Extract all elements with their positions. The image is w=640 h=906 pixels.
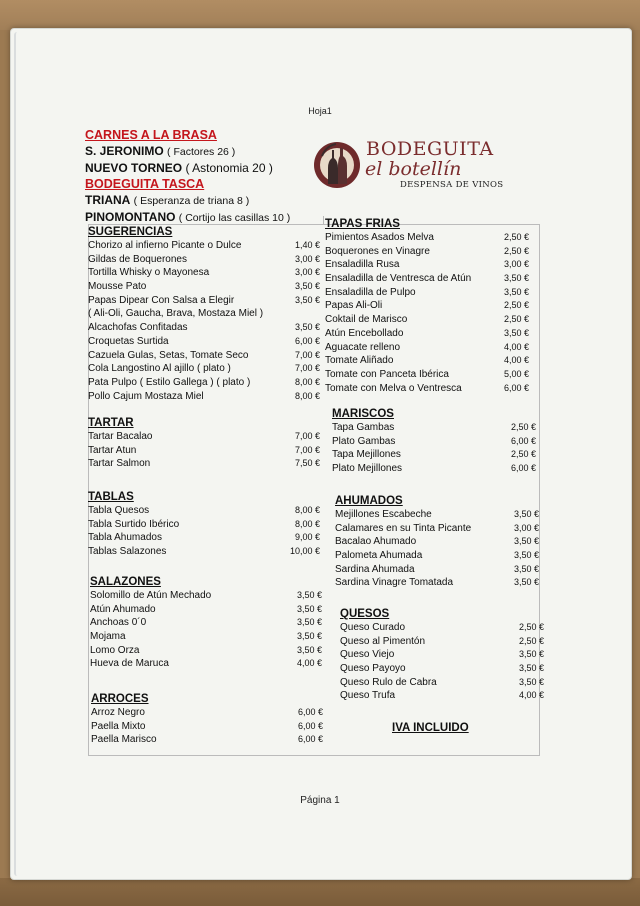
menu-item: [340, 648, 550, 662]
menu-item-name: Alcachofas Confitadas: [88, 322, 188, 334]
right-column-quesos: [340, 607, 550, 703]
menu-item-name: Queso Curado: [340, 622, 406, 633]
menu-item-name: Tomate con Panceta Ibérica: [325, 368, 449, 380]
section-title-arroces: ARROCES: [91, 693, 149, 705]
menu-item-price: 3,50 €: [296, 590, 322, 600]
menu-frame-divider: [323, 216, 324, 224]
menu-item: [325, 368, 535, 382]
menu-item-price: 2,50 €: [503, 300, 529, 311]
section-salazones: [90, 589, 330, 671]
menu-item: [88, 349, 328, 363]
menu-item: [91, 733, 331, 747]
menu-item-name: Mejillones Escabeche: [335, 509, 432, 520]
menu-item-price: 3,50 €: [513, 550, 539, 561]
location-address: ( Esperanza de triana 8 ): [133, 195, 250, 207]
menu-item: [332, 448, 542, 462]
menu-item-price: 6,00 €: [503, 382, 529, 393]
menu-item: [325, 313, 535, 327]
left-column-tartar: [88, 416, 328, 471]
menu-item-name: Plato Mejillones: [332, 463, 403, 475]
menu-item-price: 3,50 €: [503, 286, 529, 297]
menu-item-name: Chorizo al infierno Picante o Dulce: [88, 240, 242, 251]
menu-item-price: 4,00 €: [296, 658, 322, 669]
menu-item-price: 3,50 €: [294, 281, 320, 292]
section-title-tablas: TABLAS: [88, 491, 134, 503]
menu-item-name: Mojama: [90, 631, 126, 643]
menu-item: [340, 662, 550, 676]
menu-item-price: 3,50 €: [296, 631, 322, 642]
menu-item-name: Solomillo de Atún Mechado: [90, 590, 212, 601]
menu-item-price: 3,50 €: [513, 536, 539, 547]
menu-item-price: 4,00 €: [503, 341, 529, 352]
section-title-mariscos: MARISCOS: [332, 408, 394, 420]
menu-item-price: 3,50 €: [518, 649, 544, 660]
menu-item: [90, 657, 330, 671]
menu-item-name: Queso Rulo de Cabra: [340, 676, 437, 688]
wood-background-top: [0, 0, 640, 30]
location-name: S. JERONIMO: [85, 144, 164, 158]
menu-item-price: 3,50 €: [513, 563, 539, 574]
menu-item: [88, 430, 328, 444]
menu-item-price: 8,00 €: [294, 505, 320, 515]
menu-item: [325, 231, 535, 245]
menu-item-price: 3,50 €: [296, 617, 322, 628]
menu-item: [340, 621, 550, 635]
menu-item-name: Anchoas 0´0: [90, 617, 147, 629]
right-column-tapas: [325, 217, 535, 395]
menu-item: [91, 720, 331, 734]
menu-item-name: Aguacate relleno: [325, 341, 401, 353]
menu-item: [340, 676, 550, 690]
menu-item-name: Tapa Mejillones: [332, 449, 401, 461]
menu-item-price: 8,00 €: [294, 390, 320, 401]
location-address: ( Factores 26 ): [167, 146, 236, 158]
menu-item-price: 3,50 €: [294, 322, 320, 333]
menu-item-name: Boquerones en Vinagre: [325, 245, 430, 257]
menu-item-name: Tomate con Melva o Ventresca: [325, 382, 462, 394]
iva-incluido-note: IVA INCLUIDO: [392, 722, 469, 734]
menu-item: [88, 504, 328, 518]
menu-item-price: 8,00 €: [294, 518, 320, 529]
menu-item-price: 2,50 €: [503, 314, 529, 325]
menu-item-name: ( Ali-Oli, Gaucha, Brava, Mostaza Miel ): [88, 308, 264, 320]
menu-item-price: 7,00 €: [294, 431, 320, 441]
menu-item-price: 3,50 €: [518, 663, 544, 674]
location-name: TRIANA: [85, 193, 131, 207]
menu-item-price: 3,00 €: [513, 522, 539, 533]
menu-item: [90, 644, 330, 658]
menu-item-price: 7,00 €: [294, 349, 320, 360]
menu-item-price: 2,50 €: [518, 622, 544, 632]
menu-item-price: 3,00 €: [503, 259, 529, 270]
menu-item-price: 3,50 €: [296, 644, 322, 655]
menu-item-price: 8,00 €: [294, 376, 320, 387]
menu-item: [325, 354, 535, 368]
section-ahumados: [335, 508, 545, 590]
sheet-label: Hoja1: [308, 106, 332, 116]
menu-item-price: 3,50 €: [296, 603, 322, 614]
menu-item-name: Arroz Negro: [91, 707, 145, 718]
menu-item-price: 2,50 €: [503, 232, 529, 242]
section-arroces: [91, 706, 331, 747]
menu-item: [335, 576, 545, 590]
menu-item-name: Pollo Cajum Mostaza Miel: [88, 390, 204, 402]
menu-item: [88, 376, 328, 390]
menu-item-name: Gildas de Boquerones: [88, 253, 187, 265]
logo-name-line-2: el botellín: [365, 158, 462, 180]
logo-name-line-1: BODEGUITA: [366, 138, 494, 160]
section-mariscos: [332, 421, 542, 476]
menu-item-name: Queso al Pimentón: [340, 635, 426, 647]
menu-item: [332, 435, 542, 449]
menu-item: [88, 266, 328, 280]
menu-item-name: Tomate Aliñado: [325, 355, 394, 367]
section-tapas-frias: [325, 231, 535, 395]
menu-item: [325, 382, 535, 396]
menu-item: [332, 462, 542, 476]
bottle-emblem-icon: [312, 138, 362, 190]
menu-item-name: Tablas Salazones: [88, 546, 167, 558]
menu-item-name: Croquetas Surtida: [88, 335, 169, 347]
menu-item: [88, 280, 328, 294]
section-tablas: [88, 504, 328, 559]
menu-item-price: 3,50 €: [513, 509, 539, 519]
menu-item-name: Sardina Vinagre Tomatada: [335, 577, 454, 589]
right-column-mariscos: [332, 407, 542, 476]
menu-item-price: 3,00 €: [294, 253, 320, 264]
menu-item-price: 1,40 €: [294, 240, 320, 250]
menu-item-name: Ensaladilla de Pulpo: [325, 286, 416, 298]
menu-item-name: Atún Encebollado: [325, 327, 404, 339]
menu-item-price: 6,00 €: [510, 435, 536, 446]
menu-item: [90, 630, 330, 644]
menu-item: [88, 362, 328, 376]
section-title-tartar: TARTAR: [88, 417, 134, 429]
carnes-title: CARNES A LA BRASA: [85, 128, 217, 142]
menu-item: [335, 535, 545, 549]
menu-item-name: Cazuela Gulas, Setas, Tomate Seco: [88, 349, 249, 361]
menu-item-price: 5,00 €: [503, 368, 529, 379]
left-column-arroces: [91, 692, 331, 747]
menu-item-price: 2,50 €: [510, 422, 536, 432]
menu-item-name: Pimientos Asados Melva: [325, 232, 434, 243]
menu-item: [325, 258, 535, 272]
menu-item-price: 2,50 €: [518, 635, 544, 646]
menu-item: [88, 444, 328, 458]
menu-item-name: Lomo Orza: [90, 644, 140, 656]
menu-item-price: 2,50 €: [510, 449, 536, 460]
menu-item-name: Paella Marisco: [91, 734, 157, 746]
menu-item-name: Paella Mixto: [91, 720, 146, 732]
menu-item-price: 4,00 €: [518, 690, 544, 701]
menu-item: [325, 327, 535, 341]
locations-header: [85, 127, 335, 226]
menu-item: [335, 508, 545, 522]
menu-item-price: 3,50 €: [294, 294, 320, 305]
logo-tagline: DESPENSA DE VINOS: [400, 180, 504, 190]
menu-item-name: Pata Pulpo ( Estilo Gallega ) ( plato ): [88, 376, 251, 388]
menu-item-price: 6,00 €: [297, 707, 323, 717]
menu-item: [88, 518, 328, 532]
menu-item-name: Coktail de Marisco: [325, 314, 408, 326]
section-tartar: [88, 430, 328, 471]
section-title-salazones: SALAZONES: [90, 576, 161, 588]
menu-item-price: 6,00 €: [294, 335, 320, 346]
section-title-sugerencias: SUGERENCIAS: [88, 226, 173, 238]
section-title-ahumados: AHUMADOS: [335, 495, 403, 507]
menu-item-price: 6,00 €: [297, 720, 323, 731]
menu-item-name: Papas Dipear Con Salsa a Elegir: [88, 294, 235, 306]
menu-item: [340, 689, 550, 703]
location-address: ( Cortijo las casillas 10 ): [178, 212, 291, 224]
menu-item: [90, 603, 330, 617]
menu-item: [325, 286, 535, 300]
menu-item: [90, 589, 330, 603]
menu-item: [332, 421, 542, 435]
menu-item: [325, 299, 535, 313]
menu-item-name: Plato Gambas: [332, 435, 396, 447]
menu-item: [335, 549, 545, 563]
menu-item-price: 10,00 €: [289, 546, 320, 557]
menu-item-price: 7,50 €: [294, 458, 320, 469]
menu-item: [340, 635, 550, 649]
menu-item-name: Papas Ali-Oli: [325, 300, 383, 312]
menu-item-price: 3,50 €: [503, 327, 529, 338]
tasca-title: BODEGUITA TASCA: [85, 177, 205, 191]
menu-item-price: 6,00 €: [297, 734, 323, 745]
menu-item-name: Atún Ahumado: [90, 603, 156, 615]
menu-item-name: Ensaladilla Rusa: [325, 259, 400, 271]
menu-item: [88, 294, 328, 308]
menu-item: [325, 272, 535, 286]
menu-item-price: 3,00 €: [294, 267, 320, 278]
left-column-tablas: [88, 490, 328, 559]
menu-item: [88, 335, 328, 349]
wood-background-bottom: [0, 878, 640, 906]
menu-item-price: 3,50 €: [513, 577, 539, 588]
menu-item: [335, 522, 545, 536]
menu-item-price: 3,50 €: [518, 676, 544, 687]
menu-item-name: Ensaladilla de Ventresca de Atún: [325, 273, 472, 285]
menu-item-price: 3,50 €: [503, 273, 529, 284]
menu-item: [88, 457, 328, 471]
menu-item: [88, 239, 328, 253]
menu-item-name: Calamares en su Tinta Picante: [335, 522, 472, 534]
page-number: Página 1: [300, 795, 340, 806]
menu-item-name: Sardina Ahumada: [335, 563, 415, 575]
left-column: [88, 225, 328, 403]
bodeguita-logo: [312, 138, 512, 194]
menu-item-name: Tabla Quesos: [88, 505, 150, 516]
menu-item-price: 2,50 €: [503, 245, 529, 256]
menu-item-price: 7,00 €: [294, 363, 320, 374]
location-s-jeronimo: [85, 143, 335, 160]
location-nuevo-torneo: [85, 160, 335, 176]
menu-item: [91, 706, 331, 720]
right-column-ahumados: [335, 494, 545, 590]
menu-item: [88, 531, 328, 545]
menu-item-name: Bacalao Ahumado: [335, 536, 417, 548]
menu-item-name: Tabla Surtido Ibérico: [88, 518, 180, 530]
menu-item-price: 7,00 €: [294, 444, 320, 455]
section-sugerencias: [88, 239, 328, 403]
section-title-tapas-frias: TAPAS FRIAS: [325, 218, 400, 230]
menu-item-name: Queso Payoyo: [340, 663, 406, 675]
section-quesos: [340, 621, 550, 703]
menu-item-name: Tortilla Whisky o Mayonesa: [88, 267, 210, 279]
menu-item-name: Queso Trufa: [340, 690, 396, 702]
menu-item: [88, 307, 328, 321]
menu-item: [88, 545, 328, 559]
menu-item-name: Tartar Bacalao: [88, 431, 153, 442]
location-name: PINOMONTANO: [85, 210, 176, 224]
menu-item-price: 4,00 €: [503, 355, 529, 366]
menu-item-name: Hueva de Maruca: [90, 658, 169, 670]
menu-item: [88, 253, 328, 267]
menu-item: [88, 321, 328, 335]
menu-item: [88, 390, 328, 404]
menu-item-name: Tapa Gambas: [332, 422, 395, 433]
menu-item-name: Mousse Pato: [88, 281, 147, 293]
menu-item-price: 6,00 €: [510, 463, 536, 474]
menu-item: [335, 563, 545, 577]
location-name: NUEVO TORNEO: [85, 161, 183, 175]
menu-item-name: Tartar Salmon: [88, 458, 151, 470]
menu-item-name: Tartar Atun: [88, 444, 137, 456]
menu-item: [325, 245, 535, 259]
menu-item-name: Palometa Ahumada: [335, 550, 423, 562]
menu-item-name: Queso Viejo: [340, 649, 395, 661]
menu-item-price: 9,00 €: [294, 532, 320, 543]
menu-item: [325, 341, 535, 355]
menu-item: [90, 616, 330, 630]
menu-item-name: Tabla Ahumados: [88, 532, 162, 544]
section-title-quesos: QUESOS: [340, 608, 390, 620]
location-address: ( Astonomia 20 ): [185, 161, 273, 175]
location-triana: [85, 192, 335, 209]
menu-item-name: Cola Langostino Al ajillo ( plato ): [88, 363, 231, 375]
left-column-salazones: [90, 575, 330, 671]
